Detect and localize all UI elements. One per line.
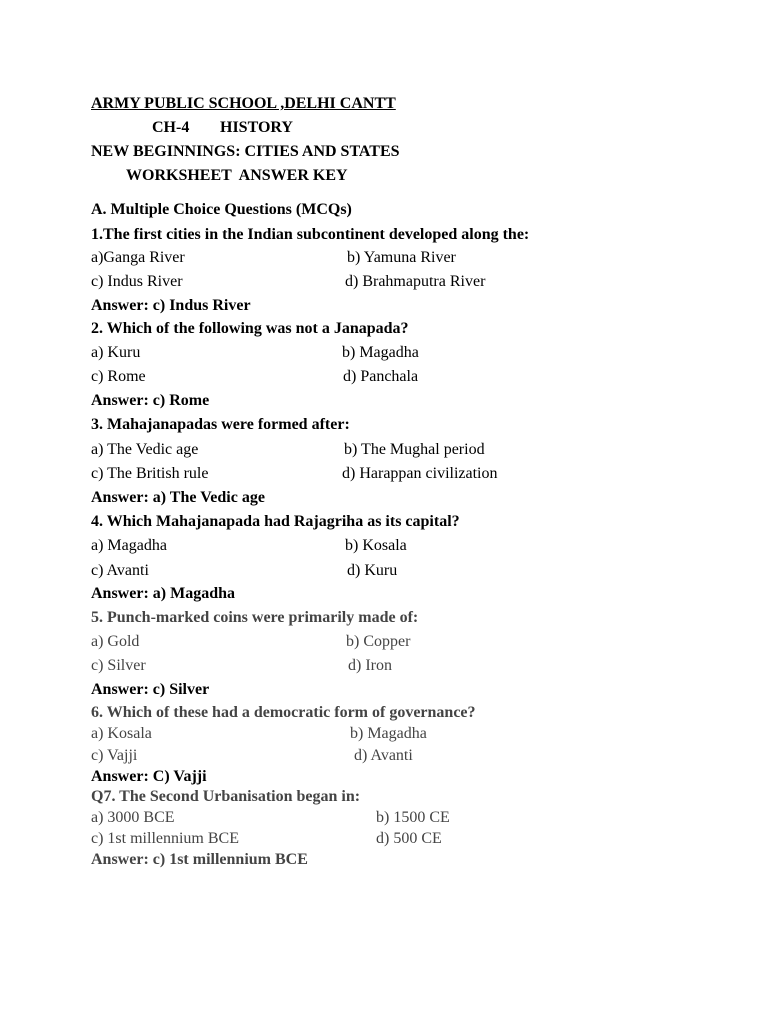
question-7: Q7. The Second Urbanisation began in: [91,788,361,805]
q4-option-d: d) Kuru [347,562,398,579]
q4-option-c: c) Avanti [91,562,149,579]
q2-option-a: a) Kuru [91,344,141,361]
q6-answer: Answer: C) Vajji [91,768,207,785]
q1-option-d: d) Brahmaputra River [345,273,486,290]
q1-option-a: a)Ganga River [91,249,185,266]
section-title: A. Multiple Choice Questions (MCQs) [91,201,352,218]
q3-option-d: d) Harappan civilization [342,465,498,482]
q5-option-b: b) Copper [346,633,411,650]
q4-option-a: a) Magadha [91,537,167,554]
q1-answer: Answer: c) Indus River [91,297,251,314]
q5-option-a: a) Gold [91,633,140,650]
q2-option-b: b) Magadha [342,344,419,361]
question-1: 1.The first cities in the Indian subcontinent developed along the: [91,226,530,243]
q5-option-d: d) Iron [348,657,392,674]
subject-label: HISTORY [220,119,293,136]
worksheet-subtitle: WORKSHEET ANSWER KEY [126,167,348,184]
q1-option-c: c) Indus River [91,273,183,290]
question-3: 3. Mahajanapadas were formed after: [91,416,350,433]
q5-option-c: c) Silver [91,657,146,674]
question-4: 4. Which Mahajanapada had Rajagriha as its capital? [91,513,460,530]
q7-option-c: c) 1st millennium BCE [91,830,239,847]
question-5: 5. Punch-marked coins were primarily made of: [91,609,419,626]
chapter-label: CH-4 [152,119,190,136]
q3-option-c: c) The British rule [91,465,209,482]
q7-option-a: a) 3000 BCE [91,809,175,826]
q6-option-d: d) Avanti [354,747,413,764]
q4-answer: Answer: a) Magadha [91,585,235,602]
q2-answer: Answer: c) Rome [91,392,210,409]
q3-answer: Answer: a) The Vedic age [91,489,265,506]
q7-option-d: d) 500 CE [376,830,442,847]
q3-option-a: a) The Vedic age [91,441,199,458]
q5-answer: Answer: c) Silver [91,681,210,698]
q6-option-a: a) Kosala [91,725,152,742]
q1-option-b: b) Yamuna River [347,249,456,266]
chapter-title: NEW BEGINNINGS: CITIES AND STATES [91,143,400,160]
q6-option-b: b) Magadha [350,725,427,742]
question-2: 2. Which of the following was not a Janapada? [91,320,409,337]
q2-option-d: d) Panchala [343,368,419,385]
q6-option-c: c) Vajji [91,747,138,764]
q3-option-b: b) The Mughal period [344,441,485,458]
q2-option-c: c) Rome [91,368,146,385]
question-6: 6. Which of these had a democratic form of governance? [91,704,476,721]
q7-option-b: b) 1500 CE [376,809,450,826]
q7-answer: Answer: c) 1st millennium BCE [91,851,308,868]
school-name: ARMY PUBLIC SCHOOL ,DELHI CANTT [91,95,396,112]
q4-option-b: b) Kosala [345,537,407,554]
